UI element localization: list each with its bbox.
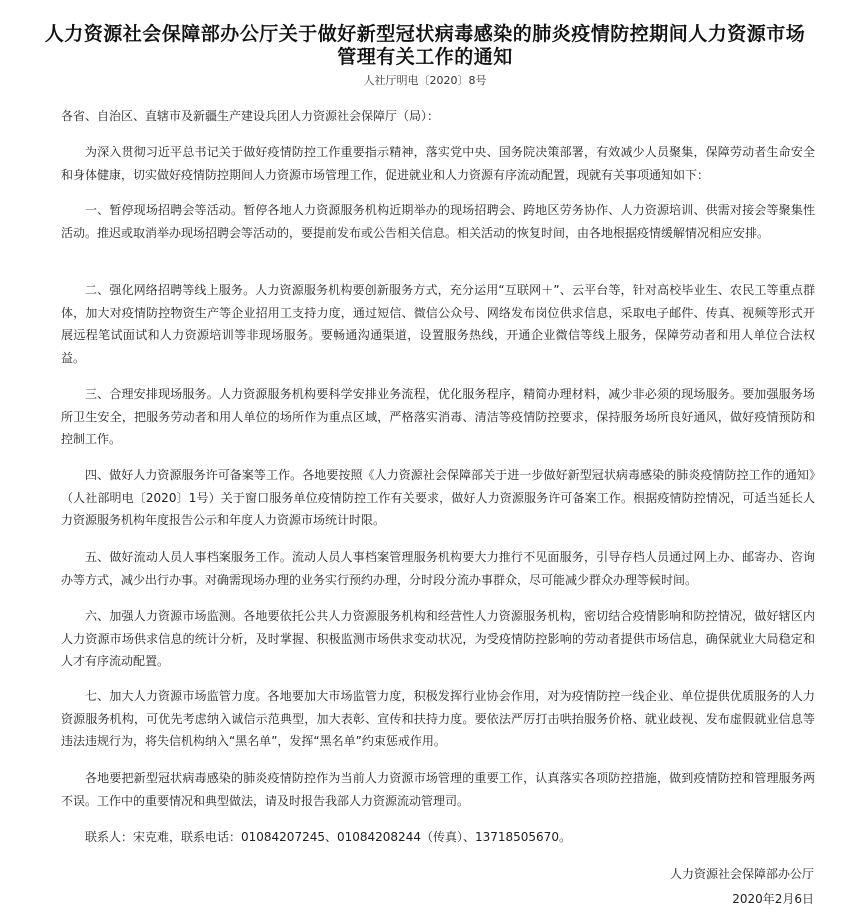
signature-issuer: 人力资源社会保障部办公厅 (669, 867, 814, 881)
contact-line: 联系人：宋克难，联系电话：01084207245、01084208244（传真）、13718505670。 (85, 830, 571, 844)
item-paragraph: 二、强化网络招聘等线上服务。人力资源服务机构要创新服务方式，充分运用“互联网＋”、云平台等，针对高校毕业生、农民工等重点群体，加大对疫情防控物资生产等企业招用工支持力度，通过短信、微信公众号、网络发布岗位供求信息，采取电子邮件、传真、视频等形式开展远程笔试面试和人力资源培训等非现场服务。要畅通沟通渠道，设置服务热线，开通企业微信等线上服务，保障劳动者和用人单位合法权益。 (61, 283, 815, 365)
item-paragraph: 六、加强人力资源市场监测。各地要依托公共人力资源服务机构和经营性人力资源服务机构，密切结合疫情影响和防控情况，做好辖区内人力资源市场供求信息的统计分析，及时掌握、积极监测市场供求变动状况，为受疫情防控影响的劳动者提供市场信息，确保就业大局稳定和人才有序流动配置。 (61, 609, 815, 668)
item-paragraph: 五、做好流动人员人事档案服务工作。流动人员人事档案管理服务机构要大力推行不见面服务，引导存档人员通过网上办、邮寄办、咨询办等方式，减少出行办事。对确需现场办理的业务实行预约办理，分时段分流办事群众，尽可能减少群众办理等候时间。 (61, 550, 815, 587)
addressee: 各省、自治区、直辖市及新疆生产建设兵团人力资源社会保障厅（局）： (61, 109, 440, 123)
document-number: 人社厅明电〔2020〕8号 (363, 74, 487, 87)
document-title-line-1: 人力资源社会保障部办公厅关于做好新型冠状病毒感染的肺炎疫情防控期间人力资源市场 (44, 23, 806, 45)
item-paragraph: 四、做好人力资源服务许可备案等工作。各地要按照《人力资源社会保障部关于进一步做好新型冠状病毒感染的肺炎疫情防控工作的通知》（人社部明电〔2020〕1号）关于窗口服务单位疫情防控工作有关要求，做好人力资源服务许可备案工作。根据疫情防控情况，可适当延长人力资源服务机构年度报告公示和年度人力资源市场统计时限。 (61, 468, 815, 527)
intro-paragraph: 为深入贯彻习近平总书记关于做好疫情防控工作重要指示精神，落实党中央、国务院决策部署，有效减少人员聚集，保障劳动者生命安全和身体健康，切实做好疫情防控期间人力资源市场管理工作，促进就业和人力资源有序流动配置，现就有关事项通知如下： (61, 145, 815, 182)
closing-paragraph: 各地要把新型冠状病毒感染的肺炎疫情防控作为当前人力资源市场管理的重要工作，认真落实各项防控措施，做到疫情防控和管理服务两不误。工作中的重要情况和典型做法，请及时报告我部人力资源流动管理司。 (61, 771, 815, 808)
item-paragraph: 三、合理安排现场服务。人力资源服务机构要科学安排业务流程，优化服务程序，精简办理材料，减少非必须的现场服务。要加强服务场所卫生安全，把服务劳动者和用人单位的场所作为重点区域，严格落实消毒、清洁等疫情防控要求，保持服务场所良好通风，做好疫情预防和控制工作。 (61, 387, 815, 446)
signature-date: 2020年2月6日 (732, 892, 814, 906)
item-paragraph: 七、加大人力资源市场监管力度。各地要加大市场监管力度，积极发挥行业协会作用，对为疫情防控一线企业、单位提供优质服务的人力资源服务机构，可优先考虑纳入诚信示范典型，加大表彰、宣传和扶持力度。要依法严厉打击哄抬服务价格、就业歧视、发布虚假就业信息等违法违规行为，将失信机构纳入“黑名单”，发挥“黑名单”约束惩戒作用。 (61, 689, 815, 748)
document-title-line-2: 管理有关工作的通知 (337, 46, 513, 68)
item-paragraph: 一、暂停现场招聘会等活动。暂停各地人力资源服务机构近期举办的现场招聘会、跨地区劳务协作、人力资源培训、供需对接会等聚集性活动。推迟或取消举办现场招聘会等活动的，要提前发布或公告相关信息。相关活动的恢复时间，由各地根据疫情缓解情况相应安排。 (61, 203, 815, 240)
